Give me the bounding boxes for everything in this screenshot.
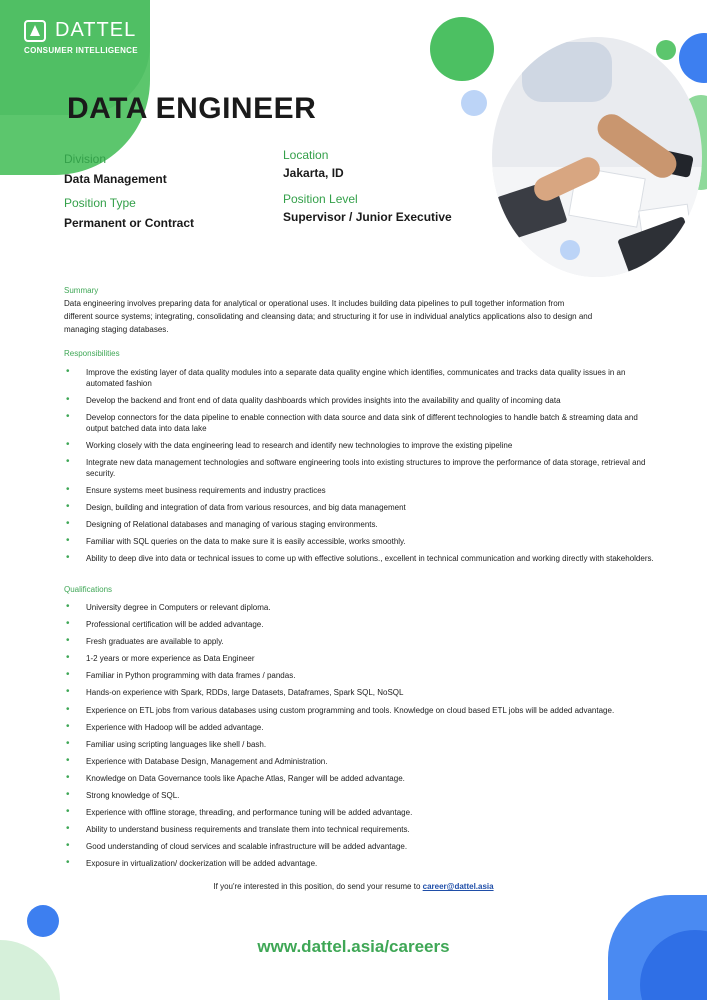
brand-tagline: CONSUMER INTELLIGENCE xyxy=(24,46,138,55)
apply-note-text: If you're interested in this position, do send your resume to xyxy=(213,882,423,891)
bullet-dot-icon: • xyxy=(66,720,70,732)
responsibilities-list xyxy=(64,367,654,570)
bullet-dot-icon: • xyxy=(66,456,70,467)
qualification-text: University degree in Computers or relevant diploma. xyxy=(86,603,271,612)
division-value: Data Management xyxy=(64,172,167,186)
responsibility-text: Ability to deep dive into data or technical issues to come up with effective solutions., excellent in technical communication and working directly with stakeholders. xyxy=(86,554,654,563)
responsibility-text: Develop connectors for the data pipeline to enable connection with data source and data sink of different technologies to handle batch & streaming data and output batched data into data lake xyxy=(86,413,638,433)
bullet-dot-icon: • xyxy=(66,840,70,852)
list-item xyxy=(64,395,654,406)
bullet-dot-icon: • xyxy=(66,439,70,450)
bullet-dot-icon: • xyxy=(66,501,70,512)
bullet-dot-icon: • xyxy=(66,635,70,647)
decorative-green-circle xyxy=(430,17,494,81)
list-item xyxy=(64,636,654,647)
list-item xyxy=(64,824,654,835)
responsibility-text: Develop the backend and front end of data quality dashboards which provides insights into the availability and quality of incoming data xyxy=(86,396,561,405)
bullet-dot-icon: • xyxy=(66,789,70,801)
qualification-text: Familiar using scripting languages like shell / bash. xyxy=(86,739,267,749)
bullet-dot-icon: • xyxy=(66,618,70,630)
qualification-text: Experience on ETL jobs from various databases using custom programming and tools. Knowledge on cloud based ETL jobs will be added advantage. xyxy=(86,705,615,715)
bullet-dot-icon: • xyxy=(66,652,70,664)
qualification-text: Knowledge on Data Governance tools like Apache Atlas, Ranger will be added advantage. xyxy=(86,773,405,783)
qualification-text: 1-2 years or more experience as Data Engineer xyxy=(86,654,255,664)
responsibility-text: Design, building and integration of data from various resources, and big data management xyxy=(86,503,406,512)
qualification-text: Professional certification will be added advantage. xyxy=(86,620,264,630)
career-email-link[interactable]: career@dattel.asia xyxy=(422,882,494,891)
list-item xyxy=(64,619,654,630)
list-item xyxy=(64,457,654,479)
responsibility-text: Ensure systems meet business requirements and industry practices xyxy=(86,486,326,495)
responsibility-text: Familiar with SQL queries on the data to make sure it is easily accessible, works smoothly. xyxy=(86,537,406,546)
list-item xyxy=(64,841,654,852)
qualifications-heading: Qualifications xyxy=(64,585,113,594)
qualification-text: Ability to understand business requirements and translate them into technical requirements. xyxy=(86,825,410,835)
responsibility-text: Working closely with the data engineering lead to research and identify new technologies to improve the existing pipeline xyxy=(86,441,513,450)
responsibilities-heading: Responsibilities xyxy=(64,349,120,358)
dattel-logo-icon xyxy=(24,20,46,42)
bullet-dot-icon: • xyxy=(66,686,70,698)
bullet-dot-icon: • xyxy=(66,857,70,869)
summary-text: Data engineering involves preparing data for analytical or operational uses. It includes building data pipelines to pull together information from different source systems; integrating, consolidating and cleansing data; and structuring it for use in individual analytics applications also to design and managing staging databases. xyxy=(64,299,593,334)
location-value: Jakarta, ID xyxy=(283,166,344,180)
bullet-dot-icon: • xyxy=(66,518,70,529)
list-item xyxy=(64,739,654,750)
responsibility-text: Integrate new data management technologies and software engineering tools into existing structures to improve the performance of data storage, retrieval and security. xyxy=(86,458,646,478)
position-type-value: Permanent or Contract xyxy=(64,216,195,230)
bullet-dot-icon: • xyxy=(66,703,70,715)
brand-logo xyxy=(24,19,136,42)
decorative-blue-circle-bottom xyxy=(27,905,59,937)
bullet-dot-icon: • xyxy=(66,394,70,405)
bullet-dot-icon: • xyxy=(66,737,70,749)
decorative-green-dot xyxy=(656,40,676,60)
list-item xyxy=(64,502,654,513)
list-item xyxy=(64,412,654,434)
bullet-dot-icon: • xyxy=(66,484,70,495)
team-meeting-photo xyxy=(492,37,702,277)
list-item xyxy=(64,687,654,698)
list-item xyxy=(64,519,654,530)
bullet-dot-icon: • xyxy=(66,669,70,681)
bullet-dot-icon: • xyxy=(66,806,70,818)
bullet-dot-icon: • xyxy=(66,771,70,783)
qualification-text: Fresh graduates are available to apply. xyxy=(86,637,224,647)
list-item xyxy=(64,670,654,681)
list-item xyxy=(64,653,654,664)
qualification-text: Strong knowledge of SQL. xyxy=(86,791,180,801)
list-item xyxy=(64,705,654,716)
qualification-text: Exposure in virtualization/ dockerization will be added advantage. xyxy=(86,859,318,869)
list-item xyxy=(64,536,654,547)
qualification-text: Hands-on experience with Spark, RDDs, large Datasets, Dataframes, Spark SQL, NoSQL xyxy=(86,688,404,698)
position-level-label: Position Level xyxy=(283,192,358,206)
job-title: DATA ENGINEER xyxy=(67,92,317,125)
list-item xyxy=(64,722,654,733)
bullet-dot-icon: • xyxy=(66,601,70,612)
brand-name: DATTEL xyxy=(55,19,137,41)
list-item xyxy=(64,773,654,784)
qualification-text: Familiar in Python programming with data frames / pandas. xyxy=(86,671,296,681)
decorative-blue-circle-right xyxy=(679,33,707,83)
position-type-label: Position Type xyxy=(64,196,136,210)
list-item xyxy=(64,367,654,389)
decorative-blue-dot xyxy=(560,240,580,260)
list-item xyxy=(64,440,654,451)
bullet-dot-icon: • xyxy=(66,552,70,563)
qualification-text: Experience with offline storage, threading, and performance tuning will be added advantage. xyxy=(86,808,413,818)
list-item xyxy=(64,858,654,869)
careers-website[interactable]: www.dattel.asia/careers xyxy=(257,937,450,956)
list-item xyxy=(64,756,654,767)
division-label: Division xyxy=(64,152,107,166)
apply-note xyxy=(0,882,707,891)
position-level-value: Supervisor / Junior Executive xyxy=(283,210,452,224)
list-item xyxy=(64,807,654,818)
decorative-blue-circle xyxy=(461,90,487,116)
qualification-text: Experience with Hadoop will be added advantage. xyxy=(86,722,264,732)
summary-heading: Summary xyxy=(64,286,99,295)
responsibility-text: Designing of Relational databases and managing of various staging environments. xyxy=(86,520,378,529)
bullet-dot-icon: • xyxy=(66,411,70,422)
qualifications-list xyxy=(64,602,654,876)
qualification-text: Experience with Database Design, Management and Administration. xyxy=(86,756,328,766)
bullet-dot-icon: • xyxy=(66,823,70,835)
list-item xyxy=(64,553,654,564)
bullet-dot-icon: • xyxy=(66,535,70,546)
location-label: Location xyxy=(283,148,329,162)
qualification-text: Good understanding of cloud services and scalable infrastructure will be added advantage. xyxy=(86,842,408,852)
bullet-dot-icon: • xyxy=(66,366,70,377)
list-item xyxy=(64,790,654,801)
list-item xyxy=(64,485,654,496)
responsibility-text: Improve the existing layer of data quality modules into a separate data quality engine which identifies, communicates and tracks data quality issues in an automated fashion xyxy=(86,368,626,388)
bullet-dot-icon: • xyxy=(66,754,70,766)
list-item xyxy=(64,602,654,613)
